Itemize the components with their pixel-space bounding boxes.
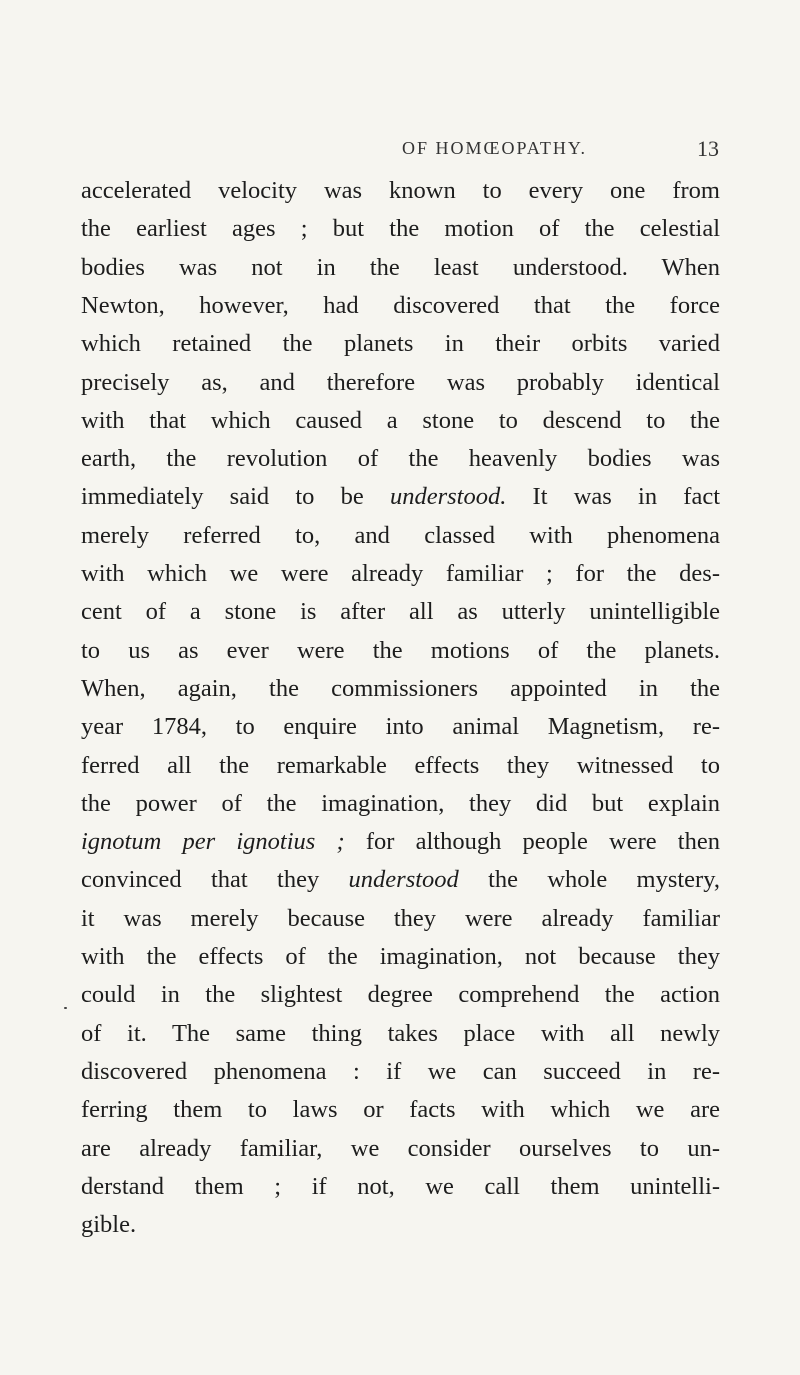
italic-emphasis: understood. <box>389 483 507 511</box>
text-line: ignotum per ignotius ; for although people were then <box>81 828 720 856</box>
text-line: ferring them to laws or facts with which we are <box>81 1096 720 1124</box>
text-line: cent of a stone is after all as utterly unintelligible <box>81 598 720 626</box>
running-head <box>0 138 800 168</box>
text-line: are already familiar, we consider ourselves to un- <box>81 1134 720 1162</box>
text-line: precisely as, and therefore was probably identical <box>81 368 720 396</box>
italic-emphasis: understood <box>348 866 459 894</box>
text-line: ferred all the remarkable effects they witnessed to <box>81 751 720 779</box>
text-line: of it. The same thing takes place with all newly <box>81 1019 720 1047</box>
text-line: with that which caused a stone to descend to the <box>81 406 720 434</box>
page-number: 13 <box>697 136 719 161</box>
text-line: accelerated velocity was known to every one from <box>81 177 720 204</box>
text-line: it was merely because they were already familiar <box>81 904 720 932</box>
print-speck <box>64 1007 67 1009</box>
text-line-last: gible. <box>81 1211 137 1239</box>
text-line: When, again, the commissioners appointed in the <box>81 674 720 702</box>
text-line: to us as ever were the motions of the planets. <box>81 636 720 664</box>
text-line: bodies was not in the least understood. When <box>81 253 720 281</box>
text-line: merely referred to, and classed with phenomena <box>81 521 720 549</box>
text-line: with which we were already familiar ; for the des- <box>81 560 720 587</box>
text-line: which retained the planets in their orbits varied <box>81 330 720 358</box>
text-line: earth, the revolution of the heavenly bodies was <box>81 445 720 473</box>
text-line: year 1784, to enquire into animal Magnetism, re- <box>81 713 720 741</box>
text-line: could in the slightest degree comprehend the action <box>81 981 720 1009</box>
text-line: convinced that they understood the whole mystery, <box>81 866 720 894</box>
text-line: derstand them ; if not, we call them unintelli- <box>81 1172 720 1200</box>
text-line: the earliest ages ; but the motion of the celestial <box>81 215 720 243</box>
running-title: OF HOMŒOPATHY. <box>402 138 588 158</box>
text-line: with the effects of the imagination, not because they <box>81 943 720 970</box>
italic-latin-phrase: ignotum per ignotius ; <box>81 828 345 856</box>
text-line: immediately said to be understood. It was in fact <box>81 483 720 511</box>
text-line: Newton, however, had discovered that the force <box>81 291 720 319</box>
text-line: the power of the imagination, they did but explain <box>81 789 720 817</box>
text-line: discovered phenomena : if we can succeed in re- <box>81 1057 720 1085</box>
